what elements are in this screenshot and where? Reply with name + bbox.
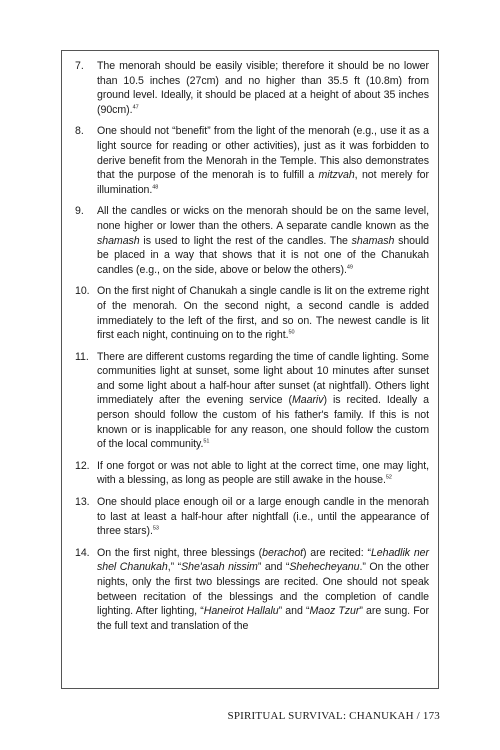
rule-text [97, 350, 429, 452]
text-run: ” and “ [278, 605, 310, 618]
text-run: ) are recited: “ [302, 546, 371, 559]
text-run: ” and “ [257, 561, 290, 574]
rule-number: 12. [75, 459, 90, 472]
text-run: should be placed in a way that shows that it is not one of the Chanukah candles (e.g., on the side, above or below the others). [97, 234, 429, 276]
rule-item [75, 124, 429, 197]
running-footer: SPIRITUAL SURVIVAL: CHANUKAH / 173 [227, 710, 440, 722]
rule-item [75, 59, 429, 117]
text-run: One should not “benefit” from the light of the menorah (e.g., use it as a light source for reading or other activities), just as it was forbidden to derive benefit from the Menorah in the Temple. This also demonstrates that the purpose of the menorah is to fulfill a [97, 125, 429, 182]
italic-term: berachot [262, 546, 303, 559]
text-run: There are different customs regarding the time of candle lighting. Some communities light at sunset, some light about 10 minutes after sunset and some light about a half-hour after sunset (at nightfall). Others light immediately after the evening service ( [97, 350, 429, 407]
italic-term: shamash [97, 234, 140, 247]
rules-list [62, 51, 438, 633]
rule-text [97, 284, 429, 342]
rule-item [75, 546, 429, 634]
text-run: , not merely for illumination. [97, 169, 429, 196]
text-run: ” are sung. For the full text and translation of the [97, 605, 429, 632]
rule-text [97, 495, 429, 539]
text-run: ) is recited. Ideally a person should follow the custom of his father's family. If this is not known or is inapplicable for any reason, one should follow the custom of the local community. [97, 394, 429, 451]
text-run: The menorah should be easily visible; therefore it should be no lower than 10.5 inches (27cm) and no higher than 35.5 ft (10.8m) from ground level. Ideally, it should be placed at a height of about 35 inches (90cm). [97, 60, 429, 116]
footnote-ref: 53 [152, 525, 159, 532]
rule-item [75, 204, 429, 277]
italic-term: mitzvah [318, 169, 355, 182]
italic-term: Haneirot Hallalu [203, 605, 279, 618]
footnote-ref: 47 [132, 104, 139, 111]
italic-term: Maariv [291, 394, 324, 407]
italic-term: Lehadlik ner shel Chanukah [97, 546, 429, 574]
rule-number: 14. [75, 546, 90, 559]
rule-item [75, 350, 429, 452]
content-box [61, 50, 439, 689]
rule-number: 13. [75, 496, 90, 509]
text-run: One should place enough oil or a large enough candle in the menorah to last at least a half-hour after nightfall (i.e., until the appearance of three stars). [97, 496, 429, 538]
rule-text [97, 124, 429, 197]
rule-text [97, 546, 429, 634]
italic-term: Maoz Tzur [309, 605, 360, 618]
rule-item [75, 284, 429, 342]
rule-text [97, 204, 429, 277]
text-run: On the first night of Chanukah a single candle is lit on the extreme right of the menorah. On the second night, a second candle is added immediately to the left of the first, and so on. The newest candle is lit first each night, continuing on to the right. [97, 285, 429, 342]
rule-number: 11. [75, 350, 89, 363]
rule-text [97, 59, 429, 117]
text-run: ,” “ [167, 561, 182, 574]
rule-number: 7. [75, 60, 84, 72]
text-run: All the candles or wicks on the menorah should be on the same level, none higher or lower than the others. A separate candle known as the [97, 205, 429, 232]
footnote-ref: 50 [288, 329, 295, 336]
rule-number: 9. [75, 205, 84, 218]
text-run: If one forgot or was not able to light at the correct time, one may light, with a blessing, as long as people are still awake in the house. [97, 459, 429, 487]
rule-item [75, 459, 429, 488]
italic-term: shamash [351, 234, 395, 247]
text-run: is used to light the rest of the candles. The [139, 234, 352, 247]
rule-text [97, 459, 429, 488]
italic-term: She'asah nissim [181, 561, 258, 574]
footnote-ref: 48 [152, 184, 159, 191]
rule-number: 10. [75, 285, 90, 298]
rule-number: 8. [75, 125, 84, 138]
text-run: .” On the other nights, only the first two blessings are recited. One should not speak between recitation of the blessings and the completion of candle lighting. After lighting, “ [97, 561, 429, 618]
text-run: On the first night, three blessings ( [97, 546, 263, 559]
italic-term: Shehecheyanu [289, 561, 360, 574]
footnote-ref: 49 [346, 264, 353, 271]
rule-item [75, 495, 429, 539]
footnote-ref: 52 [385, 474, 392, 481]
footnote-ref: 51 [203, 438, 210, 445]
